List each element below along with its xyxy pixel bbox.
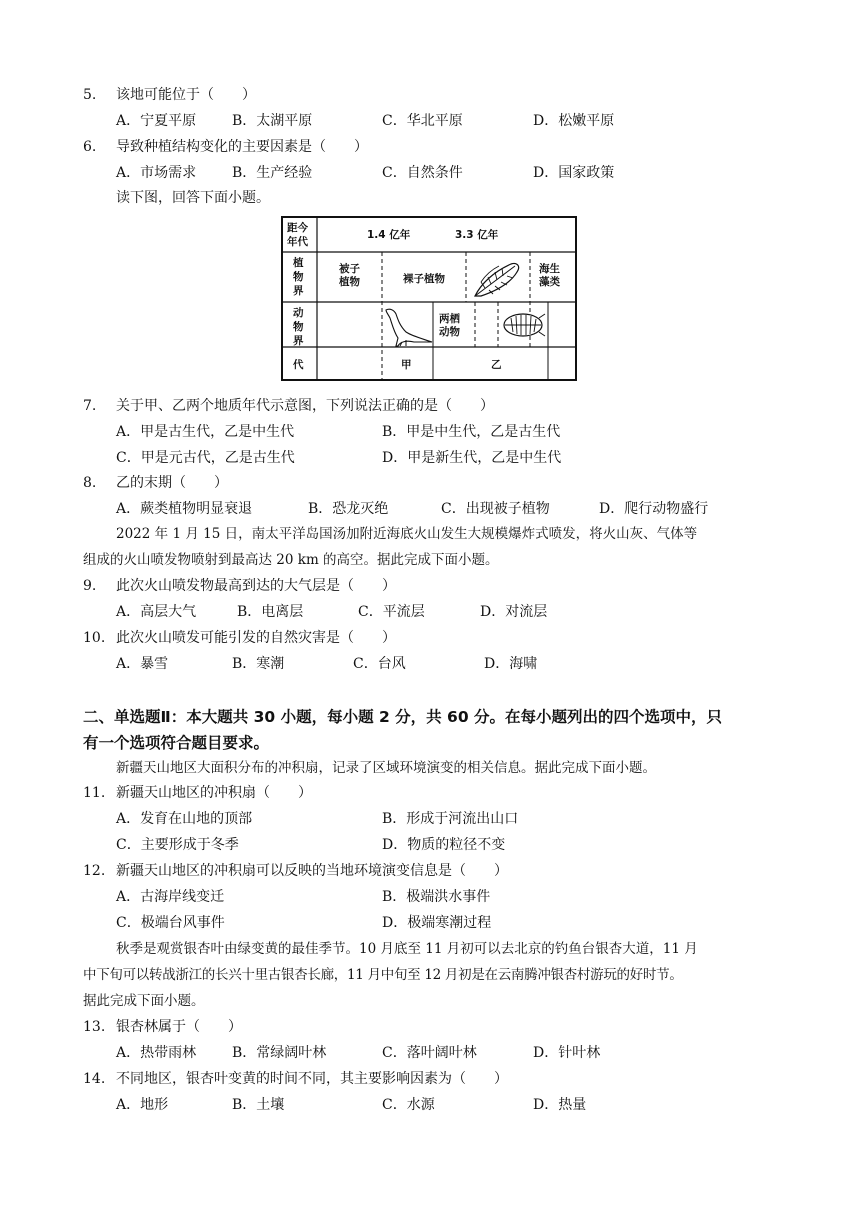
- question-number: 10.: [83, 630, 106, 646]
- question-text: 不同地区，银杏叶变黄的时间不同，其主要影响因素为（ ）: [116, 1071, 508, 1087]
- svg-text:物: 物: [293, 271, 304, 283]
- option-c[interactable]: C．甲是元古代，乙是古生代: [116, 450, 295, 466]
- option-b[interactable]: B．甲是中生代，乙是古生代: [382, 424, 561, 440]
- option-c[interactable]: C．平流层: [358, 604, 425, 620]
- question-number: 7.: [83, 398, 97, 414]
- figure-intro: 读下图，回答下面小题。: [116, 190, 270, 206]
- ginkgo-paragraph-line-3: 据此完成下面小题。: [83, 993, 205, 1009]
- era-label: 代: [293, 359, 304, 371]
- option-b[interactable]: B．寒潮: [232, 656, 285, 672]
- option-a[interactable]: A．热带雨林: [116, 1045, 197, 1061]
- option-b[interactable]: B．土壤: [232, 1097, 285, 1113]
- trilobite-icon: [504, 314, 545, 336]
- option-c[interactable]: C．落叶阔叶林: [382, 1045, 477, 1061]
- option-d[interactable]: D．甲是新生代，乙是中生代: [382, 450, 562, 466]
- question-number: 11.: [83, 785, 106, 801]
- geologic-time-figure: [281, 216, 577, 381]
- option-c[interactable]: C．出现被子植物: [441, 501, 550, 517]
- option-d[interactable]: D．松嫩平原: [533, 113, 615, 129]
- animal-amphibian: 两栖: [439, 313, 460, 325]
- age-label-2: 3.3 亿年: [455, 229, 499, 241]
- svg-text:界: 界: [293, 335, 304, 347]
- option-b[interactable]: B．极端洪水事件: [382, 889, 491, 905]
- option-b[interactable]: B．常绿阔叶林: [232, 1045, 327, 1061]
- section-2-heading-line-2: 有一个选项符合题目要求。: [83, 734, 270, 752]
- question-number: 13.: [83, 1019, 106, 1035]
- question-number: 8.: [83, 475, 97, 491]
- ginkgo-paragraph-line-1: 秋季是观赏银杏叶由绿变黄的最佳季节。10 月底至 11 月初可以去北京的钓鱼台银杏大道，11 月: [116, 941, 698, 957]
- question-number: 6.: [83, 139, 97, 155]
- question-text: 新疆天山地区的冲积扇可以反映的当地环境演变信息是（ ）: [116, 863, 508, 879]
- plant-angiosperm: 被子: [339, 263, 360, 275]
- volcano-paragraph-line-1: 2022 年 1 月 15 日，南太平洋岛国汤加附近海底火山发生大规模爆炸式喷发，将火山灰、气体等: [116, 526, 698, 542]
- question-number: 14.: [83, 1071, 106, 1087]
- option-a[interactable]: A．甲是古生代，乙是中生代: [116, 424, 295, 440]
- ginkgo-paragraph-line-2: 中下旬可以转战浙江的长兴十里古银杏长廊，11 月中旬至 12 月初是在云南腾冲银杏村游玩的好时节。: [83, 967, 683, 983]
- animal-label: 动: [293, 307, 304, 319]
- svg-text:界: 界: [293, 285, 304, 297]
- option-d[interactable]: D．物质的粒径不变: [382, 837, 506, 853]
- row-label-age-2: 年代: [287, 236, 308, 248]
- plant-algae: 海生: [539, 263, 560, 275]
- option-d[interactable]: D．海啸: [484, 656, 538, 672]
- option-a[interactable]: A．市场需求: [116, 165, 197, 181]
- option-c[interactable]: C．华北平原: [382, 113, 463, 129]
- plant-label: 植: [293, 257, 304, 269]
- option-c[interactable]: C．自然条件: [382, 165, 463, 181]
- question-text: 银杏林属于（ ）: [116, 1019, 242, 1035]
- option-d[interactable]: D．极端寒潮过程: [382, 915, 492, 931]
- plant-gymnosperm: 裸子植物: [403, 273, 445, 285]
- option-b[interactable]: B．生产经验: [232, 165, 313, 181]
- option-b[interactable]: B．电离层: [237, 604, 304, 620]
- option-a[interactable]: A．宁夏平原: [116, 113, 197, 129]
- option-a[interactable]: A．暴雪: [116, 656, 169, 672]
- age-label-1: 1.4 亿年: [367, 229, 411, 241]
- row-label-age-1: 距今: [287, 222, 308, 234]
- question-text: 新疆天山地区的冲积扇（ ）: [116, 785, 312, 801]
- option-b[interactable]: B．太湖平原: [232, 113, 313, 129]
- option-a[interactable]: A．发育在山地的顶部: [116, 811, 253, 827]
- option-d[interactable]: D．针叶林: [533, 1045, 601, 1061]
- question-text: 此次火山喷发可能引发的自然灾害是（ ）: [116, 630, 396, 646]
- option-c[interactable]: C．水源: [382, 1097, 435, 1113]
- question-number: 9.: [83, 578, 97, 594]
- option-b[interactable]: B．恐龙灭绝: [308, 501, 389, 517]
- option-a[interactable]: A．蕨类植物明显衰退: [116, 501, 253, 517]
- dinosaur-icon: [386, 309, 432, 346]
- option-c[interactable]: C．主要形成于冬季: [116, 837, 239, 853]
- era-yi: 乙: [491, 359, 502, 371]
- section-2-heading-line-1: 二、单选题Ⅱ：本大题共 30 小题，每小题 2 分，共 60 分。在每小题列出的四个选项中，只: [83, 708, 723, 726]
- volcano-paragraph-line-2: 组成的火山喷发物喷射到最高达 20 km 的高空。据此完成下面小题。: [83, 552, 499, 568]
- svg-text:物: 物: [293, 321, 304, 333]
- option-d[interactable]: D．热量: [533, 1097, 587, 1113]
- option-a[interactable]: A．古海岸线变迁: [116, 889, 225, 905]
- option-a[interactable]: A．高层大气: [116, 604, 197, 620]
- svg-text:动物: 动物: [439, 326, 460, 338]
- question-text: 该地可能位于（ ）: [116, 87, 256, 103]
- option-c[interactable]: C．台风: [353, 656, 406, 672]
- option-d[interactable]: D．爬行动物盛行: [599, 501, 709, 517]
- question-text: 导致种植结构变化的主要因素是（ ）: [116, 139, 368, 155]
- era-jia: 甲: [401, 359, 412, 371]
- option-d[interactable]: D．对流层: [480, 604, 548, 620]
- question-number: 12.: [83, 863, 106, 879]
- question-number: 5.: [83, 87, 97, 103]
- option-b[interactable]: B．形成于河流出山口: [382, 811, 519, 827]
- question-text: 关于甲、乙两个地质年代示意图，下列说法正确的是（ ）: [116, 398, 494, 414]
- question-text: 此次火山喷发物最高到达的大气层是（ ）: [116, 578, 396, 594]
- option-d[interactable]: D．国家政策: [533, 165, 615, 181]
- option-a[interactable]: A．地形: [116, 1097, 169, 1113]
- svg-text:植物: 植物: [339, 276, 360, 288]
- svg-text:藻类: 藻类: [539, 276, 560, 288]
- option-c[interactable]: C．极端台风事件: [116, 915, 225, 931]
- figure-border: [282, 217, 576, 380]
- fan-paragraph: 新疆天山地区大面积分布的冲积扇，记录了区域环境演变的相关信息。据此完成下面小题。: [116, 760, 656, 776]
- fern-icon: [475, 263, 519, 296]
- question-text: 乙的末期（ ）: [116, 475, 228, 491]
